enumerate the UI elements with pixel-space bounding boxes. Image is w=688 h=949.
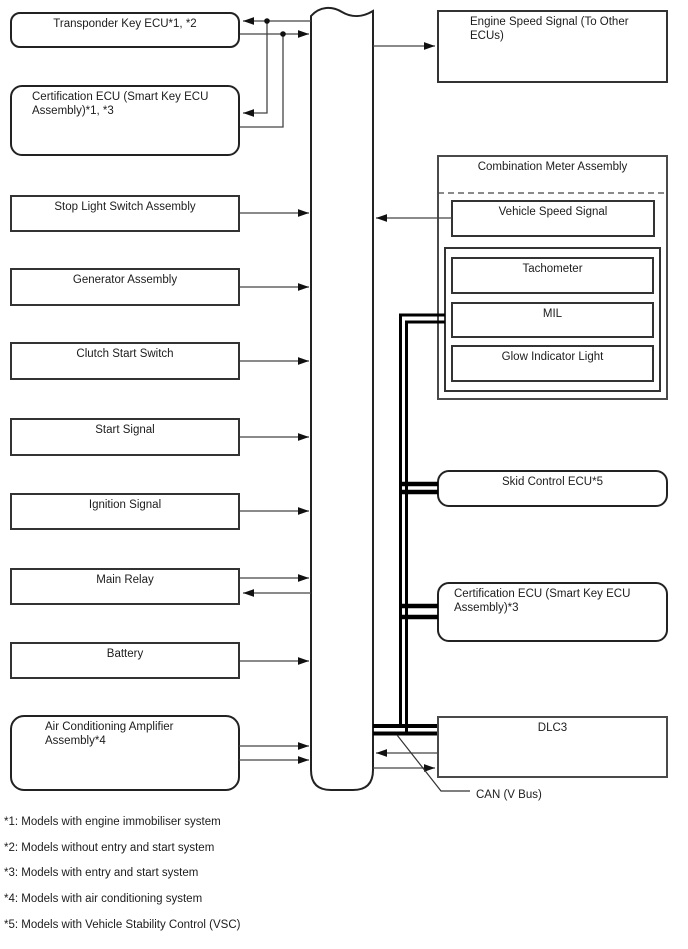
- node-vehicle-speed-signal: Vehicle Speed Signal: [451, 200, 655, 237]
- node-engine-speed-signal: Engine Speed Signal (To Other ECUs): [437, 10, 668, 83]
- ecu-bus-bar: [311, 8, 373, 790]
- wire-junction-dot: [280, 31, 286, 37]
- node-clutch-start-switch: Clutch Start Switch: [10, 342, 240, 380]
- footnote-2: *2: Models without entry and start system: [4, 842, 215, 854]
- footnote-4: *4: Models with air conditioning system: [4, 893, 203, 905]
- node-generator-assembly: Generator Assembly: [10, 268, 240, 306]
- node-certification-ecu-left: Certification ECU (Smart Key ECU Assembly)*1, *3: [10, 85, 240, 156]
- node-ignition-signal: Ignition Signal: [10, 493, 240, 530]
- node-stop-light-switch: Stop Light Switch Assembly: [10, 195, 240, 232]
- footnote-1: *1: Models with engine immobiliser system: [4, 816, 221, 828]
- wire-certification-to-branch: [240, 35, 283, 127]
- node-ac-amplifier: Air Conditioning Amplifier Assembly*4: [10, 715, 240, 791]
- node-glow-indicator-light: Glow Indicator Light: [451, 345, 654, 382]
- node-skid-control-ecu: Skid Control ECU*5: [437, 470, 668, 507]
- wire-branch-to-certification: [243, 21, 267, 113]
- node-certification-ecu-right: Certification ECU (Smart Key ECU Assembly)*3: [437, 582, 668, 642]
- node-dlc3: DLC3: [437, 716, 668, 778]
- node-start-signal: Start Signal: [10, 418, 240, 456]
- footnote-5: *5: Models with Vehicle Stability Control (VSC): [4, 919, 241, 931]
- node-transponder-key-ecu: Transponder Key ECU*1, *2: [10, 12, 240, 48]
- wire-junction-dot: [264, 18, 270, 24]
- can-bus-wires: [373, 315, 445, 734]
- node-battery: Battery: [10, 642, 240, 679]
- node-combination-meter-assembly: Combination Meter Assembly: [437, 155, 668, 400]
- footnote-3: *3: Models with entry and start system: [4, 867, 199, 879]
- node-tachometer: Tachometer: [451, 257, 654, 294]
- node-main-relay: Main Relay: [10, 568, 240, 605]
- can-v-bus-label: CAN (V Bus): [476, 789, 542, 801]
- signal-wires: [239, 21, 452, 768]
- node-mil: MIL: [451, 302, 654, 338]
